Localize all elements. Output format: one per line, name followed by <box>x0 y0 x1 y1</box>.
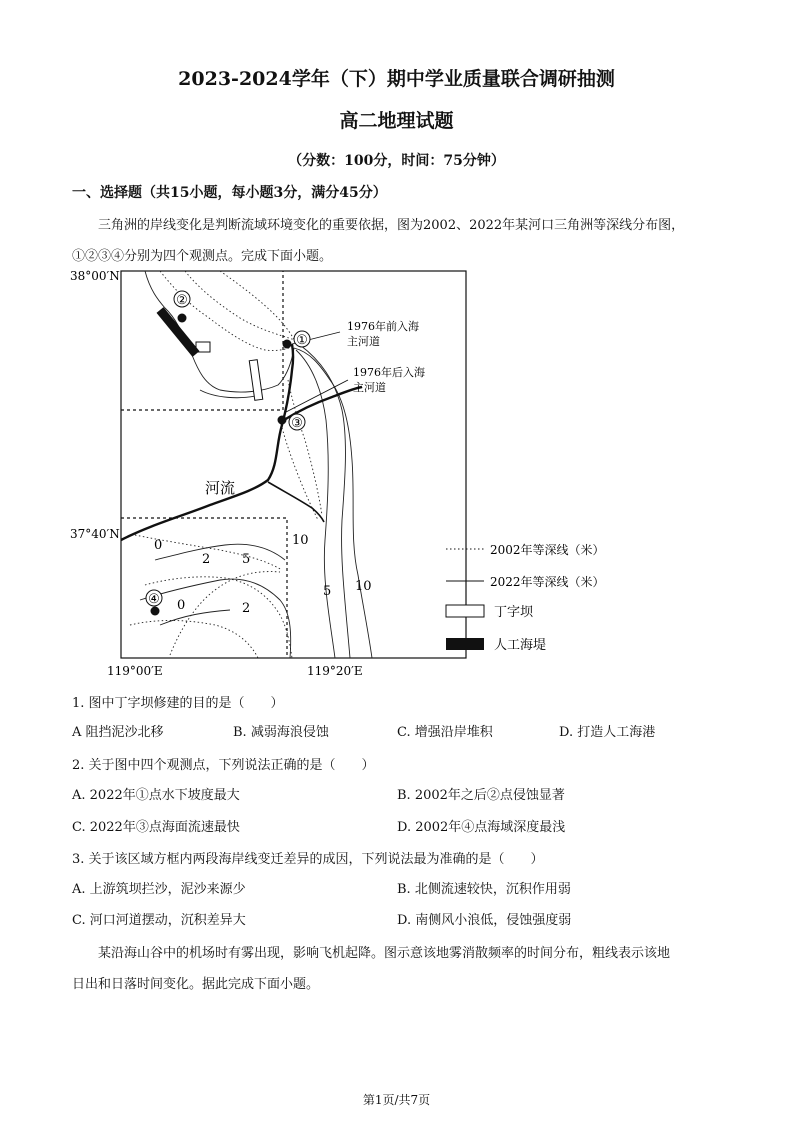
depth-label: 5 <box>323 584 332 599</box>
intro-text-line: 某沿海山谷中的机场时有雾出现，影响飞机起降。图示意该地雾消散频率的时间分布，粗线表示该地 <box>98 946 671 961</box>
section-heading: 一、选择题（共15小题，每小题3分，满分45分） <box>72 185 387 201</box>
lat-top-label: 38°00′N <box>70 269 120 283</box>
channel-before-label: 1976年前入海 <box>347 320 419 333</box>
score-info: （分数：100分，时间：75分钟） <box>288 153 505 169</box>
intro-text-line: 日出和日落时间变化。据此完成下面小题。 <box>72 977 320 992</box>
exam-title: 2023-2024学年（下）期中学业质量联合调研抽测 <box>178 68 615 90</box>
groin-dam <box>249 360 262 401</box>
channel-after-label: 1976年后入海 <box>353 366 425 379</box>
option-a: A 阻挡泥沙北移 <box>72 725 164 740</box>
channel-before-label: 主河道 <box>347 335 380 348</box>
option-c: C. 增强沿岸堆积 <box>397 725 493 740</box>
option-c: C. 2022年③点海面流速最快 <box>72 820 240 835</box>
point-4-label: ④ <box>148 592 160 607</box>
legend-groin-swatch <box>446 605 484 617</box>
depth-label: 2 <box>242 601 251 616</box>
observation-point-2 <box>178 314 187 323</box>
option-d: D. 南侧风小浪低，侵蚀强度弱 <box>397 913 572 928</box>
delta-isobath-map <box>60 262 630 682</box>
option-b: B. 2002年之后②点侵蚀显著 <box>397 788 565 803</box>
option-b: B. 北侧流速较快，沉积作用弱 <box>397 882 571 897</box>
page-number: 第1页/共7页 <box>362 1093 431 1107</box>
river-main <box>121 344 293 540</box>
observation-point-3 <box>278 416 287 425</box>
depth-label: 5 <box>242 552 251 567</box>
intro-text-line: 三角洲的岸线变化是判断流域环境变化的重要依据，图为2002、2022年某河口三角洲等深线分布图， <box>98 218 685 233</box>
south-box <box>121 518 287 658</box>
question-stem: 1. 图中丁字坝修建的目的是（ ） <box>72 696 284 711</box>
option-b: B. 减弱海浪侵蚀 <box>233 725 329 740</box>
lon-left-label: 119°00′E <box>107 664 163 678</box>
lon-right-label: 119°20′E <box>307 664 363 678</box>
depth-label: 10 <box>355 579 372 594</box>
intro-text-line: ①②③④分别为四个观测点。完成下面小题。 <box>72 249 333 264</box>
point-1-label: ① <box>296 333 308 348</box>
lat-mid-label: 37°40′N <box>70 527 120 541</box>
legend-groin: 丁字坝 <box>494 605 534 620</box>
option-c: C. 河口河道摆动，沉积差异大 <box>72 913 246 928</box>
depth-label: 10 <box>292 533 309 548</box>
observation-point-4 <box>151 607 160 616</box>
exam-subtitle: 高二地理试题 <box>339 110 454 132</box>
option-a: A. 上游筑坝拦沙，泥沙来源少 <box>72 882 246 897</box>
depth-label: 2 <box>202 552 211 567</box>
option-d: D. 打造人工海港 <box>559 725 656 740</box>
legend-contour-2022: 2022年等深线（米） <box>490 575 605 589</box>
legend-contour-2002: 2002年等深线（米） <box>490 543 605 557</box>
depth-label: 0 <box>177 598 186 613</box>
depth-label: 0 <box>154 538 163 553</box>
option-a: A. 2022年①点水下坡度最大 <box>72 788 240 803</box>
river-branch <box>268 482 324 522</box>
point-2-label: ② <box>176 293 188 308</box>
legend-seawall: 人工海堤 <box>494 638 547 653</box>
observation-point-1 <box>283 340 292 349</box>
option-d: D. 2002年④点海域深度最浅 <box>397 820 566 835</box>
question-stem: 2. 关于图中四个观测点，下列说法正确的是（ ） <box>72 758 375 773</box>
legend-seawall-swatch <box>446 638 484 650</box>
question-stem: 3. 关于该区域方框内两段海岸线变迁差异的成因，下列说法最为准确的是（ ） <box>72 852 544 867</box>
channel-after-label: 主河道 <box>353 381 386 394</box>
point-3-label: ③ <box>291 416 303 431</box>
river-label: 河流 <box>205 479 236 497</box>
